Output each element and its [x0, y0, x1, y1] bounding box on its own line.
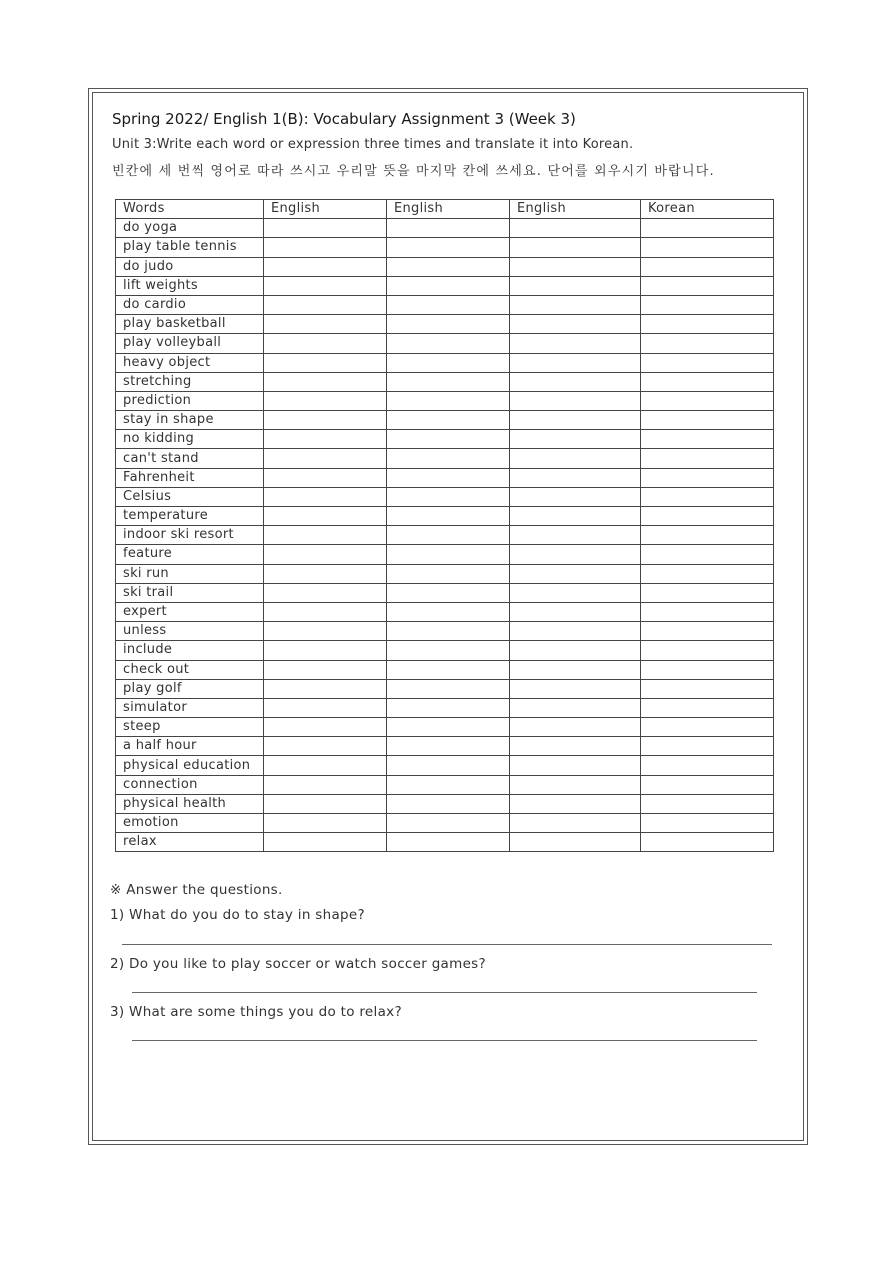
korean-blank[interactable]	[641, 679, 774, 698]
table-row	[116, 295, 774, 314]
word-cell: Fahrenheit	[116, 468, 264, 487]
korean-blank[interactable]	[641, 391, 774, 410]
table-row	[116, 833, 774, 852]
english-blank-2[interactable]	[387, 660, 510, 679]
korean-blank[interactable]	[641, 257, 774, 276]
english-blank-3[interactable]	[510, 257, 641, 276]
english-blank-2[interactable]	[387, 756, 510, 775]
english-blank-1[interactable]	[264, 487, 387, 506]
english-blank-1[interactable]	[264, 430, 387, 449]
table-row	[116, 602, 774, 621]
header-english-3: English	[510, 200, 641, 219]
word-cell: can't stand	[116, 449, 264, 468]
english-blank-3[interactable]	[510, 545, 641, 564]
english-blank-1[interactable]	[264, 295, 387, 314]
english-blank-3[interactable]	[510, 718, 641, 737]
english-blank-1[interactable]	[264, 814, 387, 833]
table-row	[116, 468, 774, 487]
table-row	[116, 679, 774, 698]
english-blank-1[interactable]	[264, 238, 387, 257]
english-blank-3[interactable]	[510, 391, 641, 410]
english-blank-3[interactable]	[510, 526, 641, 545]
table-row	[116, 583, 774, 602]
table-row	[116, 756, 774, 775]
english-blank-1[interactable]	[264, 775, 387, 794]
korean-blank[interactable]	[641, 295, 774, 314]
table-header-row	[116, 200, 774, 219]
word-cell: include	[116, 641, 264, 660]
word-cell: steep	[116, 718, 264, 737]
english-blank-2[interactable]	[387, 718, 510, 737]
korean-blank[interactable]	[641, 833, 774, 852]
question-2: 2) Do you like to play soccer or watch soccer games?	[110, 956, 486, 972]
answer-line-3[interactable]	[132, 1040, 757, 1041]
english-blank-2[interactable]	[387, 257, 510, 276]
instruction-english: Unit 3:Write each word or expression three times and translate it into Korean.	[112, 137, 634, 152]
korean-blank[interactable]	[641, 602, 774, 621]
korean-blank[interactable]	[641, 315, 774, 334]
word-cell: stay in shape	[116, 411, 264, 430]
header-words: Words	[116, 200, 264, 219]
korean-blank[interactable]	[641, 372, 774, 391]
korean-blank[interactable]	[641, 545, 774, 564]
word-cell: physical education	[116, 756, 264, 775]
table-row	[116, 334, 774, 353]
english-blank-3[interactable]	[510, 756, 641, 775]
answer-line-2[interactable]	[132, 992, 757, 993]
answer-line-1[interactable]	[122, 944, 772, 945]
word-cell: connection	[116, 775, 264, 794]
table-row	[116, 391, 774, 410]
english-blank-2[interactable]	[387, 411, 510, 430]
korean-blank[interactable]	[641, 583, 774, 602]
english-blank-2[interactable]	[387, 430, 510, 449]
english-blank-3[interactable]	[510, 430, 641, 449]
word-cell: Celsius	[116, 487, 264, 506]
table-row	[116, 507, 774, 526]
english-blank-3[interactable]	[510, 775, 641, 794]
word-cell: play golf	[116, 679, 264, 698]
english-blank-3[interactable]	[510, 219, 641, 238]
table-row	[116, 814, 774, 833]
korean-blank[interactable]	[641, 660, 774, 679]
table-row	[116, 430, 774, 449]
korean-blank[interactable]	[641, 334, 774, 353]
english-blank-1[interactable]	[264, 334, 387, 353]
word-cell: play table tennis	[116, 238, 264, 257]
header-english-1: English	[264, 200, 387, 219]
word-cell: play basketball	[116, 315, 264, 334]
english-blank-2[interactable]	[387, 487, 510, 506]
word-cell: prediction	[116, 391, 264, 410]
english-blank-1[interactable]	[264, 257, 387, 276]
korean-blank[interactable]	[641, 430, 774, 449]
korean-blank[interactable]	[641, 718, 774, 737]
english-blank-2[interactable]	[387, 276, 510, 295]
korean-blank[interactable]	[641, 487, 774, 506]
korean-blank[interactable]	[641, 641, 774, 660]
english-blank-1[interactable]	[264, 353, 387, 372]
english-blank-2[interactable]	[387, 775, 510, 794]
word-cell: lift weights	[116, 276, 264, 295]
english-blank-2[interactable]	[387, 468, 510, 487]
korean-blank[interactable]	[641, 468, 774, 487]
english-blank-1[interactable]	[264, 602, 387, 621]
table-row	[116, 794, 774, 813]
table-row	[116, 718, 774, 737]
english-blank-3[interactable]	[510, 315, 641, 334]
korean-blank[interactable]	[641, 449, 774, 468]
word-cell: expert	[116, 602, 264, 621]
english-blank-2[interactable]	[387, 698, 510, 717]
english-blank-1[interactable]	[264, 718, 387, 737]
english-blank-3[interactable]	[510, 411, 641, 430]
header-english-2: English	[387, 200, 510, 219]
english-blank-3[interactable]	[510, 238, 641, 257]
english-blank-1[interactable]	[264, 391, 387, 410]
english-blank-2[interactable]	[387, 295, 510, 314]
english-blank-3[interactable]	[510, 564, 641, 583]
english-blank-2[interactable]	[387, 641, 510, 660]
english-blank-3[interactable]	[510, 353, 641, 372]
table-row	[116, 775, 774, 794]
word-cell: indoor ski resort	[116, 526, 264, 545]
english-blank-3[interactable]	[510, 737, 641, 756]
english-blank-2[interactable]	[387, 526, 510, 545]
korean-blank[interactable]	[641, 756, 774, 775]
english-blank-2[interactable]	[387, 583, 510, 602]
english-blank-1[interactable]	[264, 468, 387, 487]
english-blank-1[interactable]	[264, 794, 387, 813]
english-blank-1[interactable]	[264, 622, 387, 641]
english-blank-1[interactable]	[264, 276, 387, 295]
english-blank-2[interactable]	[387, 564, 510, 583]
english-blank-3[interactable]	[510, 276, 641, 295]
word-cell: physical health	[116, 794, 264, 813]
english-blank-2[interactable]	[387, 679, 510, 698]
questions-note: ※ Answer the questions.	[110, 882, 283, 898]
table-row	[116, 737, 774, 756]
table-row	[116, 372, 774, 391]
word-cell: stretching	[116, 372, 264, 391]
table-row	[116, 238, 774, 257]
english-blank-3[interactable]	[510, 622, 641, 641]
english-blank-2[interactable]	[387, 622, 510, 641]
word-cell: emotion	[116, 814, 264, 833]
word-cell: ski trail	[116, 583, 264, 602]
english-blank-2[interactable]	[387, 602, 510, 621]
english-blank-3[interactable]	[510, 794, 641, 813]
table-row	[116, 564, 774, 583]
table-row	[116, 276, 774, 295]
english-blank-3[interactable]	[510, 372, 641, 391]
word-cell: simulator	[116, 698, 264, 717]
english-blank-1[interactable]	[264, 372, 387, 391]
table-row	[116, 660, 774, 679]
word-cell: no kidding	[116, 430, 264, 449]
english-blank-2[interactable]	[387, 545, 510, 564]
table-row	[116, 641, 774, 660]
english-blank-3[interactable]	[510, 641, 641, 660]
english-blank-1[interactable]	[264, 756, 387, 775]
word-cell: play volleyball	[116, 334, 264, 353]
english-blank-2[interactable]	[387, 238, 510, 257]
english-blank-1[interactable]	[264, 833, 387, 852]
question-1: 1) What do you do to stay in shape?	[110, 907, 365, 923]
vocabulary-table	[115, 199, 774, 852]
english-blank-3[interactable]	[510, 583, 641, 602]
english-blank-3[interactable]	[510, 833, 641, 852]
english-blank-1[interactable]	[264, 564, 387, 583]
english-blank-2[interactable]	[387, 814, 510, 833]
english-blank-2[interactable]	[387, 737, 510, 756]
english-blank-1[interactable]	[264, 315, 387, 334]
english-blank-3[interactable]	[510, 602, 641, 621]
english-blank-3[interactable]	[510, 698, 641, 717]
english-blank-1[interactable]	[264, 219, 387, 238]
table-row	[116, 257, 774, 276]
word-cell: do cardio	[116, 295, 264, 314]
english-blank-2[interactable]	[387, 315, 510, 334]
word-cell: heavy object	[116, 353, 264, 372]
english-blank-1[interactable]	[264, 583, 387, 602]
instruction-korean: 빈칸에 세 번씩 영어로 따라 쓰시고 우리말 뜻을 마지막 칸에 쓰세요. 단어를 외우시기 바랍니다.	[112, 164, 715, 179]
english-blank-1[interactable]	[264, 698, 387, 717]
english-blank-3[interactable]	[510, 295, 641, 314]
english-blank-3[interactable]	[510, 507, 641, 526]
english-blank-1[interactable]	[264, 737, 387, 756]
korean-blank[interactable]	[641, 507, 774, 526]
table-row	[116, 487, 774, 506]
english-blank-1[interactable]	[264, 679, 387, 698]
korean-blank[interactable]	[641, 219, 774, 238]
korean-blank[interactable]	[641, 276, 774, 295]
word-cell: a half hour	[116, 737, 264, 756]
english-blank-3[interactable]	[510, 660, 641, 679]
english-blank-3[interactable]	[510, 449, 641, 468]
english-blank-1[interactable]	[264, 411, 387, 430]
english-blank-2[interactable]	[387, 449, 510, 468]
korean-blank[interactable]	[641, 698, 774, 717]
word-cell: unless	[116, 622, 264, 641]
word-cell: relax	[116, 833, 264, 852]
english-blank-3[interactable]	[510, 679, 641, 698]
word-cell: temperature	[116, 507, 264, 526]
english-blank-1[interactable]	[264, 526, 387, 545]
word-cell: do yoga	[116, 219, 264, 238]
vocabulary-rows	[116, 219, 774, 852]
header-korean: Korean	[641, 200, 774, 219]
korean-blank[interactable]	[641, 564, 774, 583]
table-row	[116, 411, 774, 430]
korean-blank[interactable]	[641, 622, 774, 641]
english-blank-2[interactable]	[387, 794, 510, 813]
korean-blank[interactable]	[641, 238, 774, 257]
table-row	[116, 622, 774, 641]
word-cell: feature	[116, 545, 264, 564]
word-cell: ski run	[116, 564, 264, 583]
english-blank-3[interactable]	[510, 487, 641, 506]
table-row	[116, 698, 774, 717]
table-row	[116, 545, 774, 564]
english-blank-3[interactable]	[510, 814, 641, 833]
word-cell: do judo	[116, 257, 264, 276]
english-blank-1[interactable]	[264, 641, 387, 660]
english-blank-3[interactable]	[510, 468, 641, 487]
korean-blank[interactable]	[641, 814, 774, 833]
english-blank-1[interactable]	[264, 449, 387, 468]
english-blank-3[interactable]	[510, 334, 641, 353]
english-blank-2[interactable]	[387, 833, 510, 852]
korean-blank[interactable]	[641, 353, 774, 372]
korean-blank[interactable]	[641, 411, 774, 430]
question-3: 3) What are some things you do to relax?	[110, 1004, 402, 1020]
english-blank-1[interactable]	[264, 507, 387, 526]
english-blank-1[interactable]	[264, 545, 387, 564]
word-cell: check out	[116, 660, 264, 679]
english-blank-2[interactable]	[387, 334, 510, 353]
english-blank-2[interactable]	[387, 391, 510, 410]
korean-blank[interactable]	[641, 794, 774, 813]
english-blank-1[interactable]	[264, 660, 387, 679]
english-blank-2[interactable]	[387, 353, 510, 372]
assignment-title: Spring 2022/ English 1(B): Vocabulary Assignment 3 (Week 3)	[112, 110, 576, 128]
korean-blank[interactable]	[641, 737, 774, 756]
korean-blank[interactable]	[641, 775, 774, 794]
table-row	[116, 449, 774, 468]
english-blank-2[interactable]	[387, 507, 510, 526]
table-row	[116, 526, 774, 545]
table-row	[116, 315, 774, 334]
english-blank-2[interactable]	[387, 372, 510, 391]
table-row	[116, 219, 774, 238]
korean-blank[interactable]	[641, 526, 774, 545]
table-row	[116, 353, 774, 372]
english-blank-2[interactable]	[387, 219, 510, 238]
